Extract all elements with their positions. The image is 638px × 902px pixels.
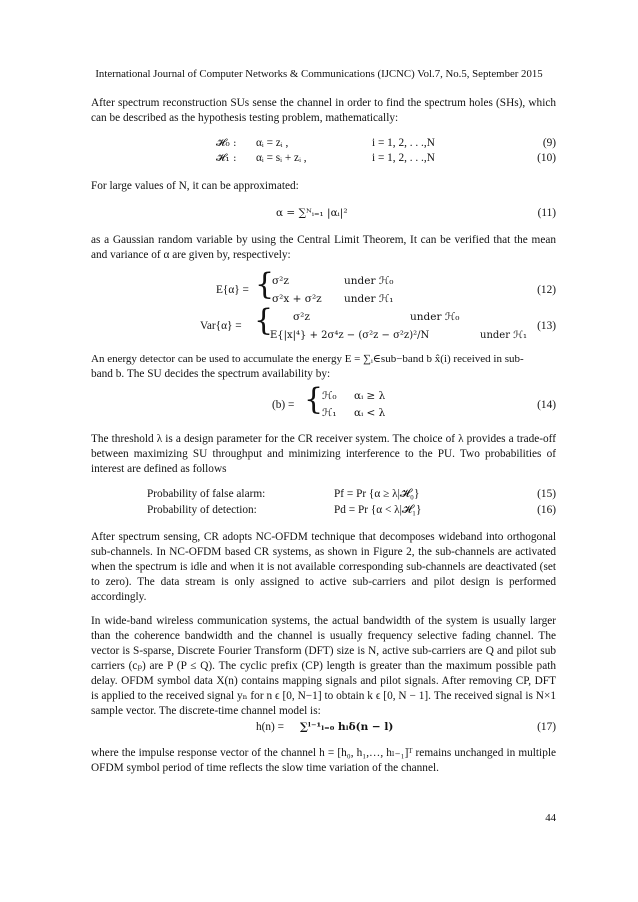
eq14-row1-cond: αᵢ ≥ λ xyxy=(354,390,386,402)
eq10-hypothesis: 𝓗₁ : xyxy=(216,152,237,164)
eq14-lhs: (b) = xyxy=(272,399,295,411)
paragraph-4b: band b. The SU decides the spectrum availability by: xyxy=(91,368,331,380)
page-number: 44 xyxy=(545,812,556,824)
eq15-expression: Pf = Pr {α ≥ λ|𝓗₀} xyxy=(334,488,420,500)
eq14-row2-hyp: ℋ₁ xyxy=(322,407,337,419)
eq13-row1-cond: under ℋ₀ xyxy=(410,311,460,323)
eq13-row2-cond: under ℋ₁ xyxy=(480,330,528,341)
journal-header: International Journal of Computer Networks & Communications (IJCNC) Vol.7, No.5, September 2015 xyxy=(95,68,543,80)
eq16-number: (16) xyxy=(537,504,556,516)
eq9-lhs: αᵢ = zᵢ , xyxy=(256,137,289,149)
eq14-row1-hyp: ℋ₀ xyxy=(322,390,337,402)
eq13-number: (13) xyxy=(537,320,556,332)
eq15-number: (15) xyxy=(537,488,556,500)
eq12-row2-cond: under ℋ₁ xyxy=(344,293,394,305)
eq16-label: Probability of detection: xyxy=(147,504,257,516)
eq16-expression: Pd = Pr {α < λ|𝓗₁} xyxy=(334,504,422,516)
eq9-hypothesis: 𝓗₀ : xyxy=(216,137,237,149)
eq17-lhs: h(n) = xyxy=(256,721,285,733)
eq14-number: (14) xyxy=(537,399,556,411)
eq12-lhs: E{α} = xyxy=(216,284,249,296)
paragraph-3: as a Gaussian random variable by using the Central Limit Theorem, It can be verified that the mean and variance of α are given by, respectively: xyxy=(91,234,556,261)
eq15-label: Probability of false alarm: xyxy=(147,488,266,500)
paragraph-5: The threshold λ is a design parameter for the CR receiver system. The choice of λ provides a trade-off between maximizing SU throughput and minimizing interference to the PU. Two probabilities of interest are defined as follows xyxy=(91,433,556,475)
eq14-row2-cond: αᵢ < λ xyxy=(354,407,386,419)
eq11-number: (11) xyxy=(537,207,556,219)
paragraph-7: In wide-band wireless communication systems, the actual bandwidth of the system is usually larger than the coherence bandwidth and the channel is usually frequency selective fading channel. The vector is S-sparse, Discrete Fourier Transform (DFT) size is N, active sub-carriers are Q and pilot sub carriers (cₚ) are P (P ≤ Q). The cyclic prefix (CP) length is greater than the maximum possible path delay. OFDM symbol data X(n) contains mapping signals and pilot signals. After removing CP, DFT is applied to the received signal yₙ for n ϵ [0, N−1] to obtain k ϵ [0, N − 1]. The received signal is N×1 sample vector. The discrete-time channel model is: xyxy=(91,615,556,717)
eq17-expression: ∑ˡ⁻¹ₗ₌₀ hₗδ(n − l) xyxy=(300,721,394,733)
eq11-expression: α = ∑ᴺᵢ₌₁ |αᵢ|² xyxy=(276,207,348,219)
paragraph-2: For large values of N, it can be approximated: xyxy=(91,180,299,192)
eq12-row2-expr: σ²x + σ²z xyxy=(272,293,322,305)
paragraph-8: where the impulse response vector of the channel h = [h₀, h₁,…, hₗ₋₁]ᵀ remains unchanged in multiple OFDM symbol period of time reflects the slow time variation of the channel. xyxy=(91,747,556,774)
eq13-row2-expr: E{|x|⁴} + 2σ⁴z − (σ²z − σ²z)²/N xyxy=(270,330,430,341)
eq12-row1-expr: σ²z xyxy=(272,275,289,287)
eq10-range: i = 1, 2, . . .,N xyxy=(372,152,435,164)
paragraph-4a: An energy detector can be used to accumulate the energy E = ∑ᵢ∈sub−band b x̂(i) received in sub- xyxy=(91,353,524,365)
eq9-number: (9) xyxy=(542,137,556,149)
paragraph-1: After spectrum reconstruction SUs sense the channel in order to find the spectrum holes (SHs), which can be described as the hypothesis testing problem, mathematically: xyxy=(91,97,556,124)
eq12-row1-cond: under ℋ₀ xyxy=(344,275,394,287)
paragraph-6: After spectrum sensing, CR adopts NC-OFDM technique that decomposes wideband into orthogonal sub-channels. In NC-OFDM based CR systems, as shown in Figure 2, the sub-channels are activated when the spectrum is idle and when it is not available corresponding sub-channels are deactivated (set to zero). The data stream is only assigned to active sub-carriers and pilot design is performed accordingly. xyxy=(91,531,556,603)
eq13-lhs: Var{α} = xyxy=(200,320,242,332)
eq10-number: (10) xyxy=(537,152,556,164)
eq13-row1-expr: σ²z xyxy=(293,311,310,323)
eq14-brace: { xyxy=(304,382,324,417)
eq17-number: (17) xyxy=(537,721,556,733)
eq12-number: (12) xyxy=(537,284,556,296)
eq10-lhs: αᵢ = sᵢ + zᵢ , xyxy=(256,152,307,164)
eq13-brace: { xyxy=(254,303,274,338)
eq12-brace: { xyxy=(255,267,275,302)
eq9-range: i = 1, 2, . . .,N xyxy=(372,137,435,149)
